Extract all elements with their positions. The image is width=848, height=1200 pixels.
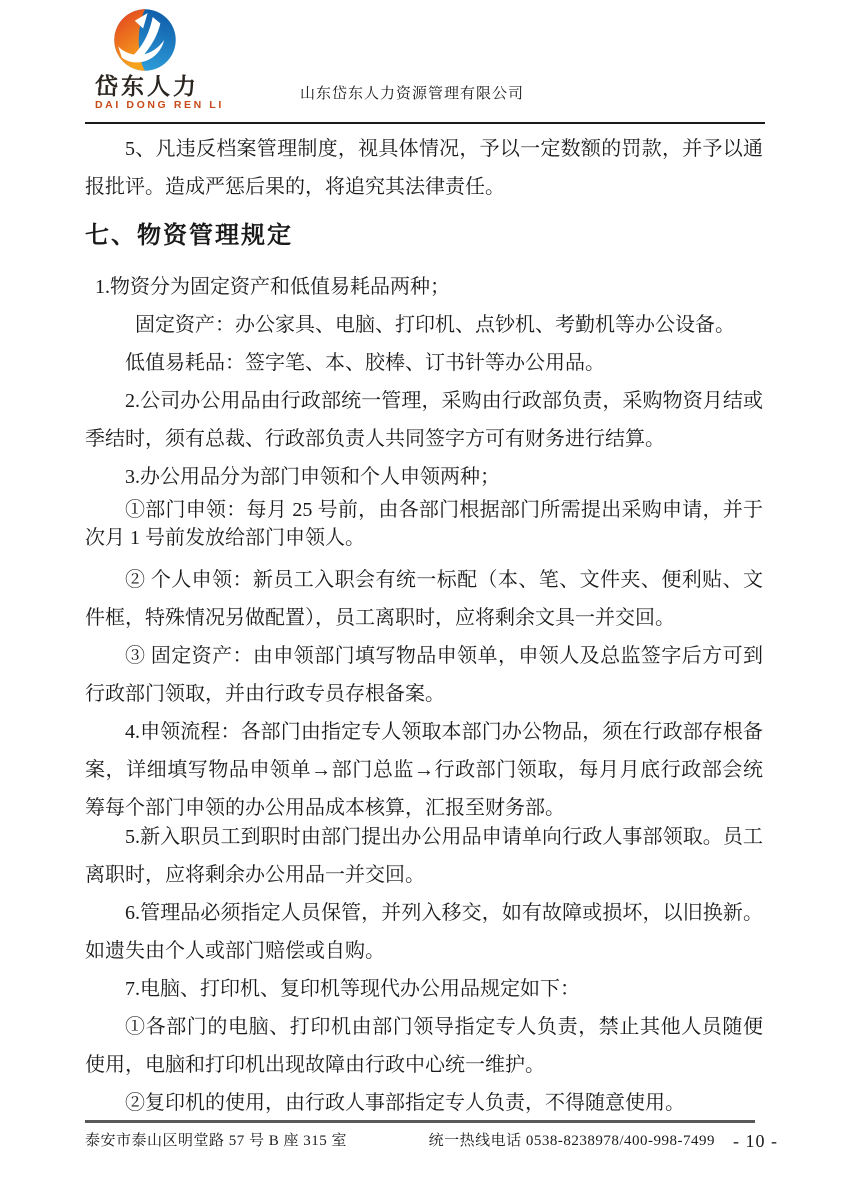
company-logo (95, 8, 245, 111)
body-paragraph: 4.申领流程：各部门由指定专人领取本部门办公物品，须在行政部存根备案，详细填写物品申领单→部门总监→行政部门领取，每月月底行政部会统筹每个部门申领的办公用品成本核算，汇报至财务部。 (85, 721, 763, 819)
logo-title: 岱东人力 (95, 73, 199, 99)
body-paragraph: ①各部门的电脑、打印机由部门领导指定专人负责，禁止其他人员随便使用，电脑和打印机出现故障由行政中心统一维护。 (85, 1016, 763, 1076)
document-body (85, 130, 763, 1122)
body-paragraph: ①部门申领：每月 25 号前，由各部门根据部门所需提出采购申请，并于次月 1 号前发放给部门申领人。 (85, 499, 763, 549)
company-name: 山东岱东人力资源管理有限公司 (300, 86, 525, 102)
body-paragraph: 5.新入职员工到职时由部门提出办公用品申请单向行政人事部领取。员工离职时，应将剩余办公用品一并交回。 (85, 826, 763, 886)
body-paragraph: 2.公司办公用品由行政部统一管理，采购由行政部负责，采购物资月结或季结时，须有总裁、行政部负责人共同签字方可有财务进行结算。 (85, 390, 763, 450)
paragraph-list (85, 268, 763, 1122)
page-header (85, 6, 763, 124)
body-paragraph: 3.办公用品分为部门申领和个人申领两种； (125, 466, 500, 488)
header-divider (85, 122, 765, 124)
footer-hotline: 统一热线电话 0538-8238978/400-998-7499 (428, 1133, 715, 1149)
footer-divider (85, 1120, 755, 1123)
body-paragraph: ② 个人申领：新员工入职会有统一标配（本、笔、文件夹、便利贴、文件框，特殊情况另做配置），员工离职时，应将剩余文具一并交回。 (85, 569, 763, 629)
body-paragraph: ③ 固定资产：由申领部门填写物品申领单，申领人及总监签字后方可到行政部门领取，并由行政专员存根备案。 (85, 645, 763, 705)
footer-address: 泰安市泰山区明堂路 57 号 B 座 315 室 (85, 1133, 348, 1149)
body-paragraph: 7.电脑、打印机、复印机等现代办公用品规定如下： (125, 978, 580, 1000)
body-paragraph: 固定资产：办公家具、电脑、打印机、点钞机、考勤机等办公设备。 (135, 314, 735, 336)
body-paragraph: 1.物资分为固定资产和低值易耗品两种； (95, 276, 450, 298)
section-title: 七、物资管理规定 (85, 223, 293, 249)
body-paragraph-intro: 5、凡违反档案管理制度，视具体情况，予以一定数额的罚款，并予以通报批评。造成严惩后果的，将追究其法律责任。 (85, 138, 763, 198)
page-number: - 10 - (733, 1131, 778, 1151)
logo-subtitle: DAI DONG REN LI (95, 99, 224, 112)
body-paragraph: 6.管理品必须指定人员保管，并列入移交，如有故障或损坏，以旧换新。如遗失由个人或部门赔偿或自购。 (85, 902, 763, 962)
body-paragraph: 低值易耗品：签字笔、本、胶棒、订书针等办公用品。 (125, 352, 605, 374)
logo-swirl-icon (113, 8, 177, 72)
body-paragraph: ②复印机的使用，由行政人事部指定专人负责，不得随意使用。 (125, 1092, 685, 1114)
